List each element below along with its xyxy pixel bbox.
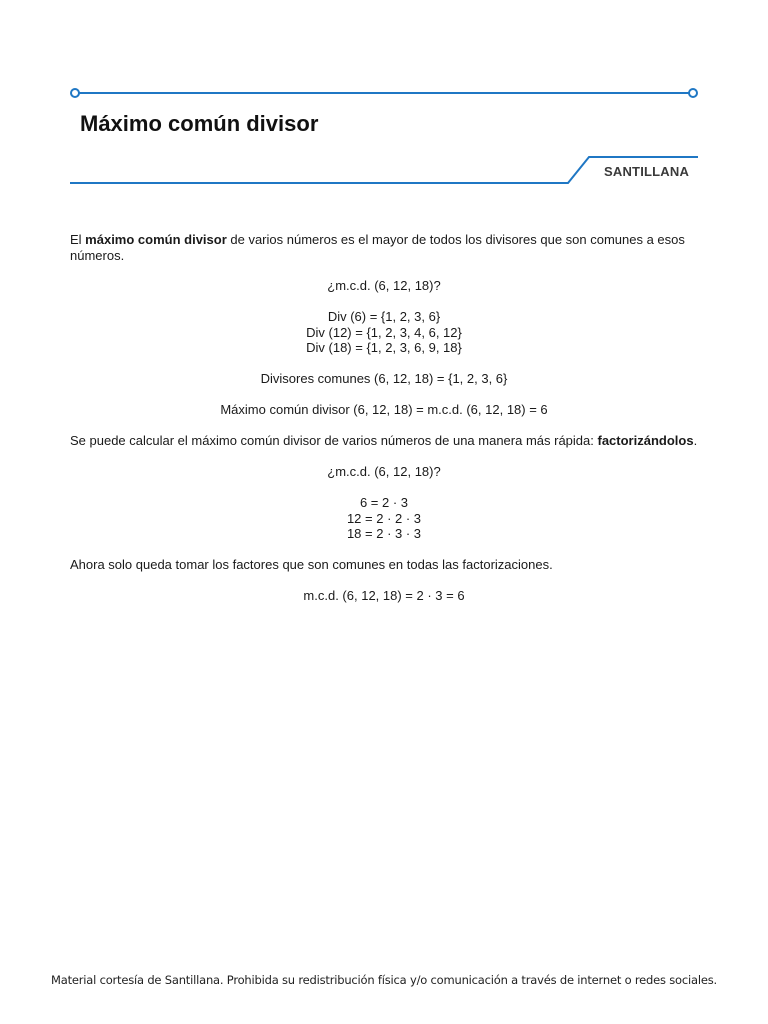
factorization-line: 12 = 2 · 2 · 3 (346, 510, 422, 526)
top-rule-right-node (689, 89, 697, 97)
divisor-line: Div (12) = {1, 2, 3, 4, 6, 12} (306, 324, 462, 340)
result-1: Máximo común divisor (6, 12, 18) = m.c.d. (6, 12, 18) = 6 (220, 402, 548, 417)
divisor-line: Div (6) = {1, 2, 3, 6} (327, 309, 441, 324)
page-title: Máximo común divisor (80, 111, 319, 136)
intro-paragraph: El máximo común divisor de varios números es el mayor de todos los divisores que son comunes a esos números. (70, 232, 685, 263)
brand-logo: SANTILLANA (604, 164, 690, 179)
remark-paragraph: Ahora solo queda tomar los factores que son comunes en todas las factorizaciones. (70, 557, 553, 572)
method-paragraph: Se puede calcular el máximo común divisor de varios números de una manera más rápida: factorizándolos. (70, 433, 698, 448)
content (70, 232, 698, 604)
term-highlight: máximo común divisor (85, 232, 227, 247)
method-highlight: factorizándolos (597, 433, 694, 448)
result-2: m.c.d. (6, 12, 18) = 2 · 3 = 6 (303, 588, 465, 603)
divisor-line: Div (18) = {1, 2, 3, 6, 9, 18} (306, 340, 462, 355)
question-2: ¿m.c.d. (6, 12, 18)? (327, 464, 441, 479)
question-1: ¿m.c.d. (6, 12, 18)? (327, 278, 441, 293)
footer-notice: Material cortesía de Santillana. Prohibida su redistribución física y/o comunicación a través de internet o redes sociales. (51, 973, 717, 987)
top-rule-left-node (71, 89, 79, 97)
factorization-line: 6 = 2 · 3 (359, 495, 409, 510)
common-divisors: Divisores comunes (6, 12, 18) = {1, 2, 3, 6} (260, 371, 508, 386)
factorization-line: 18 = 2 · 3 · 3 (346, 526, 422, 541)
